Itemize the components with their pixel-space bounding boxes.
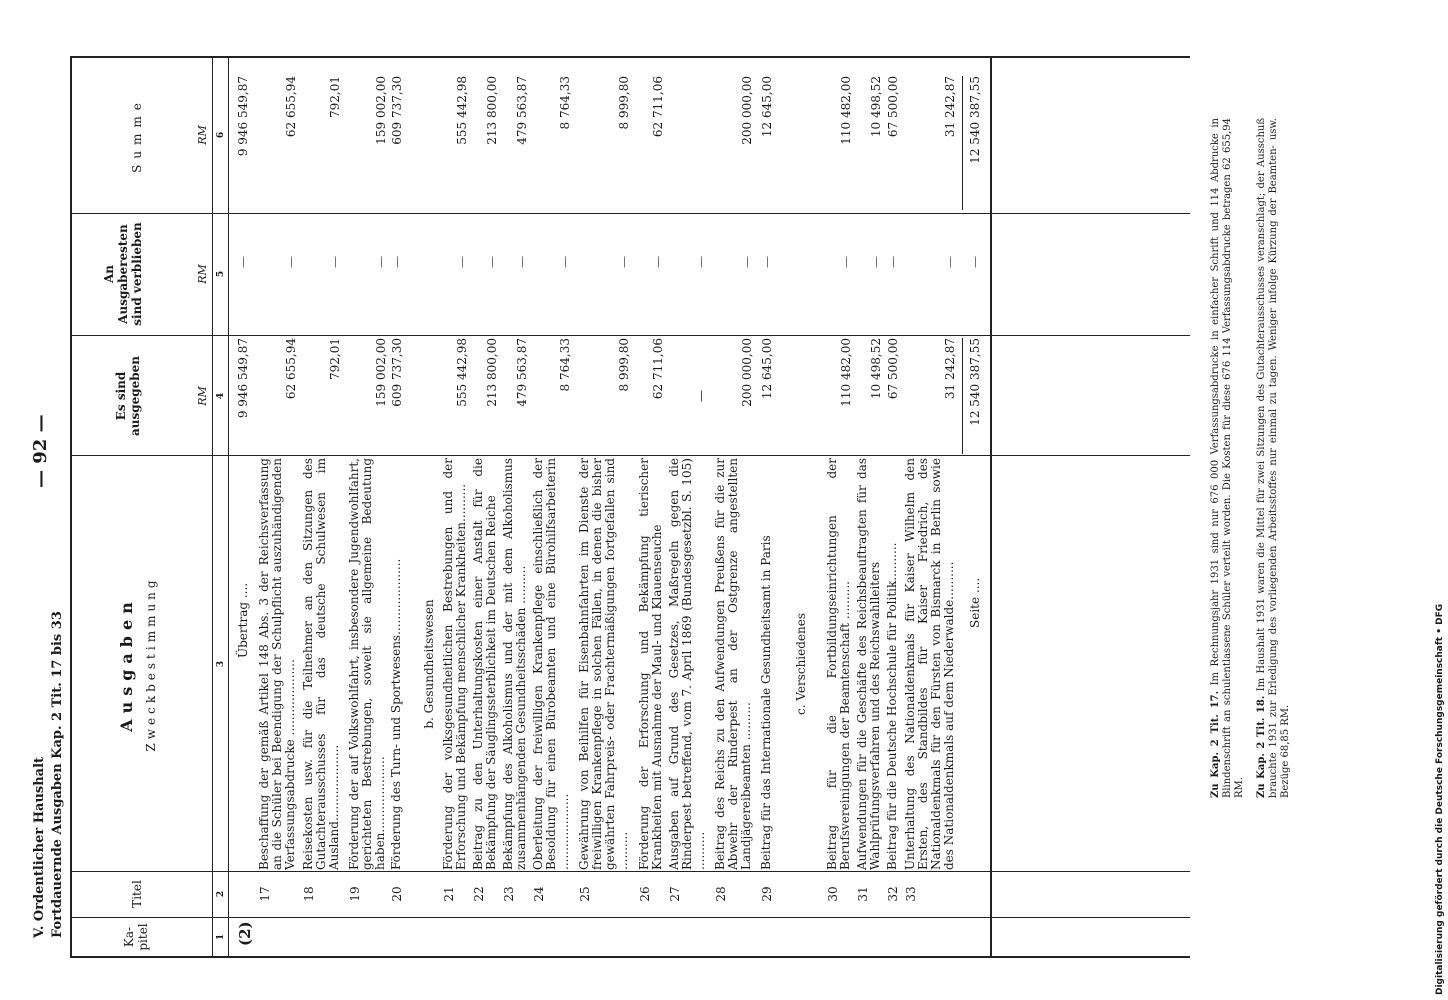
row-23-titel: 23 <box>502 886 516 902</box>
table-bottom-rule <box>990 58 992 958</box>
footnote-2-ref: Zu Kap. 2 Tit. 18. <box>1256 695 1267 798</box>
footnote-2-text: Im Haushalt 1931 waren die Mittel für zwei Sitzungen des Gutachterausschusses veranschlagt; der Ausschuß brauchte 1931 zur Erledigung des vorliegenden Arbeitsstoffes nur einmal zu tagen. Weniger infolge Kürzung der Beamten- usw. Bezüge 68,85 RM. <box>1256 117 1291 798</box>
seite-rest: — <box>968 256 982 268</box>
table-right-rule <box>70 56 1190 58</box>
section-c: c. Verschiedenes <box>794 612 808 716</box>
row-21-summe: 555 442,98 <box>455 76 469 145</box>
footnote-1 <box>1210 118 1246 798</box>
uebertrag-summe: 9 946 549,87 <box>236 76 250 157</box>
kapitel-value: (2) <box>236 921 254 946</box>
header-left-line1: V. Ordentlicher Haushalt <box>32 756 47 938</box>
row-30-titel: 30 <box>826 886 840 902</box>
row-18-ausgegeben: 792,01 <box>328 338 342 380</box>
row-26-rest: — <box>651 256 665 268</box>
section-b: b. Gesundheitswesen <box>422 599 436 729</box>
header-zweckbestimmung: Zweckbestimmung <box>144 576 158 752</box>
row-29-text: Beitrag für das Internationale Gesundheitsamt in Paris <box>759 535 773 870</box>
row-25-titel: 25 <box>578 886 592 902</box>
row-33-text: Unterhaltung des Nationaldenkmals für Kaiser Wilhelm den Ersten, des Standbildes für Kaiser Friedrich, des Nationaldenkmals für den Fürsten von Bismarck in Berlin sowie des Nationaldenkmals auf dem Niederwalde.......... <box>903 458 956 870</box>
header-ausgabereste: An Ausgaberesten sind verblieben <box>102 222 144 326</box>
row-19-ausgegeben: 159 002,00 <box>374 338 388 407</box>
row-26-summe: 62 711,06 <box>651 76 665 138</box>
total-rule-col6 <box>962 76 963 210</box>
row-17-ausgegeben: 62 655,94 <box>284 338 298 400</box>
row-27-text: Ausgaben auf Grund des Gesetzes, Maßregeln gegen die Rinderpest betreffend, vom 7. April 1869 (Bundesgesetzbl. S. 105) .......... <box>667 458 707 870</box>
row-31-rest: — <box>869 256 883 268</box>
row-22-ausgegeben: 213 800,00 <box>485 338 499 407</box>
footnote-1-ref: Zu Kap. 2 Tit. 17. <box>1210 690 1221 798</box>
row-23-rest: — <box>515 256 529 268</box>
row-20-text: Förderung des Turn- und Sportwesens.................... <box>389 558 403 870</box>
row-22-summe: 213 800,00 <box>485 76 499 145</box>
row-19-titel: 19 <box>348 886 362 902</box>
row-20-rest: — <box>390 256 404 268</box>
row-27-ausgegeben: — <box>694 390 708 402</box>
row-33-summe: 31 242,87 <box>943 76 957 138</box>
table-left-rule <box>70 956 1190 958</box>
table-top-rule <box>70 58 72 958</box>
row-26-ausgegeben: 62 711,06 <box>651 338 665 400</box>
row-20-ausgegeben: 609 737,30 <box>390 338 404 407</box>
row-33-rest: — <box>943 256 957 268</box>
row-20-summe: 609 737,30 <box>390 76 404 145</box>
colnum-4: 4 <box>216 392 226 400</box>
row-25-summe: 8 999,80 <box>617 76 631 130</box>
row-21-ausgegeben: 555 442,98 <box>455 338 469 407</box>
page-number: — 92 — <box>30 414 51 488</box>
colnum-1: 1 <box>216 933 226 941</box>
row-27-rest: — <box>694 256 708 268</box>
row-30-ausgegeben: 110 482,00 <box>839 338 853 407</box>
uebertrag-rest: — <box>236 256 250 268</box>
row-29-rest: — <box>760 256 774 268</box>
row-31-summe: 10 498,52 <box>869 76 883 138</box>
row-29-summe: 12 645,00 <box>760 76 774 138</box>
row-24-summe: 8 764,33 <box>558 76 572 130</box>
header-bottom-rule <box>212 58 213 958</box>
row-21-titel: 21 <box>442 886 456 902</box>
row-18-summe: 792,01 <box>328 76 342 118</box>
row-28-titel: 28 <box>714 886 728 902</box>
col-rule-3 <box>70 455 1190 456</box>
row-23-summe: 479 563,87 <box>515 76 529 145</box>
row-32-text: Beitrag für die Deutsche Hochschule für Politik.......... <box>885 542 899 870</box>
row-30-rest: — <box>839 256 853 268</box>
colnum-5: 5 <box>216 270 226 278</box>
uebertrag-ausgegeben: 9 946 549,87 <box>236 338 250 419</box>
row-17-summe: 62 655,94 <box>284 76 298 138</box>
row-25-text: Gewährung von Beihilfen für Eisenbahnfahrten im Dienste der freiwilligen Krankenpflege in solchen Fällen, in denen die bisher gewährten Fahrpreis- oder Frachtermäßigungen fortgefallen sind .......... <box>577 458 630 870</box>
row-31-ausgegeben: 10 498,52 <box>869 338 883 400</box>
row-24-ausgegeben: 8 764,33 <box>558 338 572 392</box>
unit-col5: RM <box>196 264 209 284</box>
colnum-bottom-rule <box>228 58 229 958</box>
row-24-rest: — <box>558 256 572 268</box>
row-28-summe: 200 000,00 <box>740 76 754 145</box>
row-19-rest: — <box>374 256 388 268</box>
total-rule-col4 <box>962 338 963 454</box>
row-32-ausgegeben: 67 500,00 <box>886 338 900 400</box>
dfg-side-note <box>1418 0 1445 1000</box>
row-27-titel: 27 <box>668 886 682 902</box>
row-25-rest: — <box>617 256 631 268</box>
row-32-summe: 67 500,00 <box>886 76 900 138</box>
colnum-6: 6 <box>216 131 226 139</box>
header-titel: Titel <box>130 880 144 908</box>
row-18-titel: 18 <box>302 886 316 902</box>
row-20-titel: 20 <box>390 886 404 902</box>
row-26-text: Förderung der Erforschung und Bekämpfung tierischer Krankheiten mit Ausnahme der Maul- und Klauenseuche <box>637 458 664 870</box>
unit-col4: RM <box>196 386 209 406</box>
row-19-summe: 159 002,00 <box>374 76 388 145</box>
footnote-2 <box>1256 118 1292 798</box>
row-31-text: Aufwendungen für die Geschäfte des Reichsbeauftragten für das Wahlprüfungsverfahren und des Reichswahlleiters <box>855 458 882 870</box>
row-18-text: Reisekosten usw. für die Teilnehmer an den Sitzungen des Gutachterausschusses für das deutsche Schulwesen im Ausland.................... <box>301 458 341 870</box>
row-22-titel: 22 <box>472 886 486 902</box>
footnote-1-text: Im Rechnungsjahr 1931 sind nur 676 000 Verfassungsabdrucke in einfacher Schrift und 114 Abdrucke in Blindenschrift an schulentlassene Schüler verteilt worden. Die Kosten für diese 676 114 Verfassungsabdrucke betragen 62 655,94 RM. <box>1210 118 1245 798</box>
row-30-text: Beitrag für die Fortbildungseinrichtungen der Berufsvereinigungen der Beamtenschaft .......... <box>825 458 852 870</box>
row-28-text: Beitrag des Reichs zu den Aufwendungen Preußens für die zur Abwehr der Rinderpest an der Ostgrenze angestellten Landjägereibeamten .......... <box>713 458 753 870</box>
rotated-document <box>30 18 1330 958</box>
row-23-ausgegeben: 479 563,87 <box>515 338 529 407</box>
row-21-rest: — <box>455 256 469 268</box>
uebertrag-label: Übertrag .... <box>236 582 250 658</box>
seite-ausgegeben: 12 540 387,55 <box>968 338 982 426</box>
row-17-rest: — <box>284 256 298 268</box>
row-30-summe: 110 482,00 <box>839 76 853 145</box>
row-28-ausgegeben: 200 000,00 <box>740 338 754 407</box>
row-23-text: Bekämpfung des Alkoholismus und der mit dem Alkoholismus zusammenhängenden Gesundheitsschäden .......... <box>501 458 528 870</box>
row-26-titel: 26 <box>638 886 652 902</box>
row-25-ausgegeben: 8 999,80 <box>617 338 631 392</box>
col-rule-2 <box>70 871 1190 872</box>
row-19-text: Förderung der auf Volkswohlfahrt, insbesondere Jugendwohlfahrt, gerichteten Bestrebungen, soweit sie allgemeine Bedeutung haben.................... <box>347 458 387 870</box>
row-24-text: Oberleitung der freiwilligen Krankenpflege einschließlich der Besoldung für einen Bürobeamten und eine Bürohilfsarbeiterin .................... <box>531 458 571 870</box>
row-33-titel: 33 <box>904 886 918 902</box>
row-24-titel: 24 <box>532 886 546 902</box>
row-29-titel: 29 <box>760 886 774 902</box>
row-28-rest: — <box>740 256 754 268</box>
seite-summe: 12 540 387,55 <box>968 76 982 164</box>
row-32-rest: — <box>886 256 900 268</box>
row-18-rest: — <box>328 256 342 268</box>
colnum-3: 3 <box>216 660 226 668</box>
col-rule-1 <box>70 917 1190 918</box>
row-21-text: Förderung der volksgesundheitlichen Bestrebungen und der Erforschung und Bekämpfung menschlicher Krankheiten.......... <box>441 458 468 870</box>
row-31-titel: 31 <box>856 886 870 902</box>
header-kapitel: Ka- pitel <box>122 923 150 951</box>
header-ausgegeben: Es sind ausgegeben <box>114 355 142 437</box>
col-rule-5 <box>70 213 1190 214</box>
row-22-text: Beitrag zu den Unterhaltungskosten einer Anstalt für die Bekämpfung der Säuglingssterblichkeit im Deutschen Reiche <box>471 458 498 870</box>
row-32-titel: 32 <box>886 886 900 902</box>
row-17-titel: 17 <box>258 886 272 902</box>
row-29-ausgegeben: 12 645,00 <box>760 338 774 400</box>
seite-label: Seite .... <box>968 577 982 628</box>
row-22-rest: — <box>485 256 499 268</box>
row-17-text: Beschaffung der gemäß Artikel 148 Abs. 3 der Reichsverfassung an die Schüler bei Beendigung der Schulpflicht auszuhändigenden Verfassungsabdrucke .................... <box>257 458 297 870</box>
header-summe: Summe <box>130 97 144 173</box>
header-left-line2: Fortdauernde Ausgaben Kap. 2 Tit. 17 bis 33 <box>50 611 65 938</box>
header-ausgaben: Ausgaben <box>117 596 136 732</box>
row-33-ausgegeben: 31 242,87 <box>943 338 957 400</box>
colnum-2: 2 <box>216 890 226 898</box>
col-rule-4 <box>70 335 1190 336</box>
unit-col6: RM <box>196 125 209 145</box>
dfg-side-note-text: Digitalisierung gefördert durch die Deutsche Forschungsgemeinschaft • DFG <box>1435 603 1445 995</box>
